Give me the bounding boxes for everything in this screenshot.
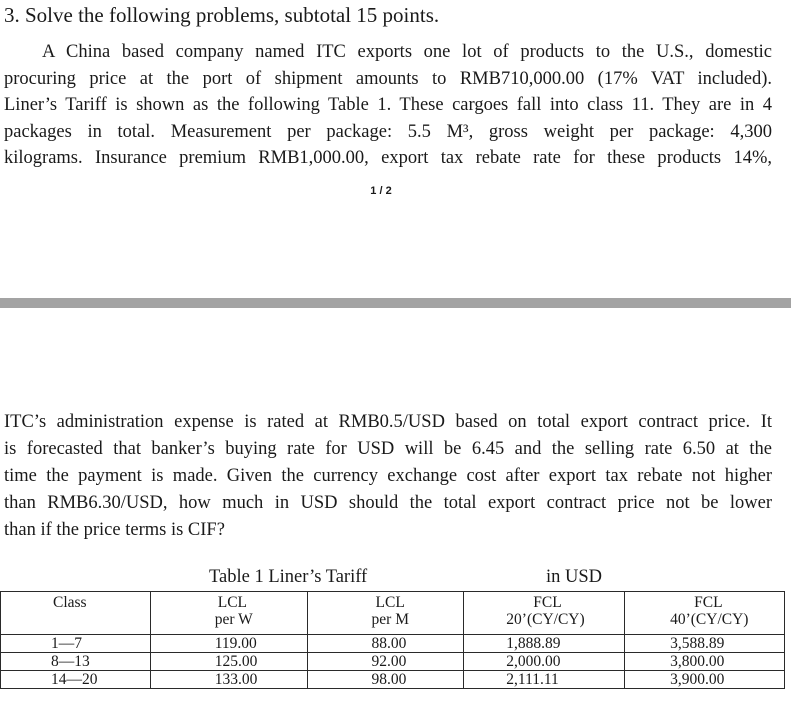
page-number: 1 / 2 — [370, 185, 392, 197]
paragraph-1-line: kilograms. Insurance premium RMB1,000.00, export tax rebate rate for these products 14%, — [4, 148, 772, 168]
cell-fcl20: 2,111.11 — [464, 671, 625, 689]
header-class-label: Class — [53, 594, 87, 611]
header-fcl40-line1: FCL — [694, 594, 723, 611]
paragraph-1-line: packages in total. Measurement per package: 5.5 M³, gross weight per package: 4,300 — [4, 121, 772, 142]
cell-fcl20: 1,888.89 — [464, 635, 625, 653]
header-lcl-per-m — [307, 592, 464, 635]
problem-paragraph-2 — [4, 409, 772, 544]
paragraph-2-line: time the payment is made. Given the currency exchange cost after export tax rebate not higher — [4, 466, 772, 486]
header-lcl-m-line2: per M — [371, 611, 409, 628]
header-lcl-per-w — [150, 592, 307, 635]
header-fcl20-line2: 20’(CY/CY) — [506, 611, 585, 628]
cell-fcl40: 3,800.00 — [625, 653, 785, 671]
table-row — [1, 653, 785, 671]
paragraph-1-line: Liner’s Tariff is shown as the following Table 1. These cargoes fall into class 11. They are in 4 — [4, 95, 772, 115]
paragraph-2-line: than if the price terms is CIF? — [4, 520, 225, 540]
cell-lcl-m: 98.00 — [307, 671, 464, 689]
cell-class: 8—13 — [1, 653, 151, 671]
header-lcl-m-line1: LCL — [375, 594, 405, 611]
table-caption: Table 1 Liner’s Tariff — [209, 567, 368, 587]
header-fcl-20 — [464, 592, 625, 635]
cell-lcl-w: 133.00 — [150, 671, 307, 689]
cell-fcl20: 2,000.00 — [464, 653, 625, 671]
cell-lcl-w: 119.00 — [150, 635, 307, 653]
cell-class: 1—7 — [1, 635, 151, 653]
header-fcl20-line1: FCL — [533, 594, 562, 611]
cell-lcl-m: 92.00 — [307, 653, 464, 671]
paragraph-2-line: ITC’s administration expense is rated at RMB0.5/USD based on total export contract price. It — [4, 412, 772, 432]
cell-fcl40: 3,900.00 — [625, 671, 785, 689]
paragraph-2-line: is forecasted that banker’s buying rate for USD will be 6.45 and the selling rate 6.50 at the — [4, 439, 772, 459]
page-separator — [0, 298, 791, 308]
paragraph-1-line: A China based company named ITC exports one lot of products to the U.S., domestic — [42, 42, 772, 62]
problem-paragraph-1 — [4, 39, 772, 172]
paragraph-2-line: than RMB6.30/USD, how much in USD should the total export contract price not be lower — [4, 493, 772, 513]
liner-tariff-table — [0, 591, 785, 689]
paragraph-1-line: procuring price at the port of shipment amounts to RMB710,000.00 (17% VAT included). — [4, 68, 772, 89]
header-fcl40-line2: 40’(CY/CY) — [670, 611, 749, 628]
table-row — [1, 671, 785, 689]
table-unit: in USD — [546, 567, 603, 587]
cell-lcl-w: 125.00 — [150, 653, 307, 671]
cell-fcl40: 3,588.89 — [625, 635, 785, 653]
table-header-row — [1, 592, 785, 635]
table-row — [1, 635, 785, 653]
cell-class: 14—20 — [1, 671, 151, 689]
problem-heading: 3. Solve the following problems, subtotal 15 points. — [4, 3, 440, 27]
cell-lcl-m: 88.00 — [307, 635, 464, 653]
header-lcl-w-line2: per W — [214, 611, 253, 628]
header-class — [1, 592, 151, 635]
header-lcl-w-line1: LCL — [217, 594, 248, 611]
header-fcl-40 — [625, 592, 785, 635]
